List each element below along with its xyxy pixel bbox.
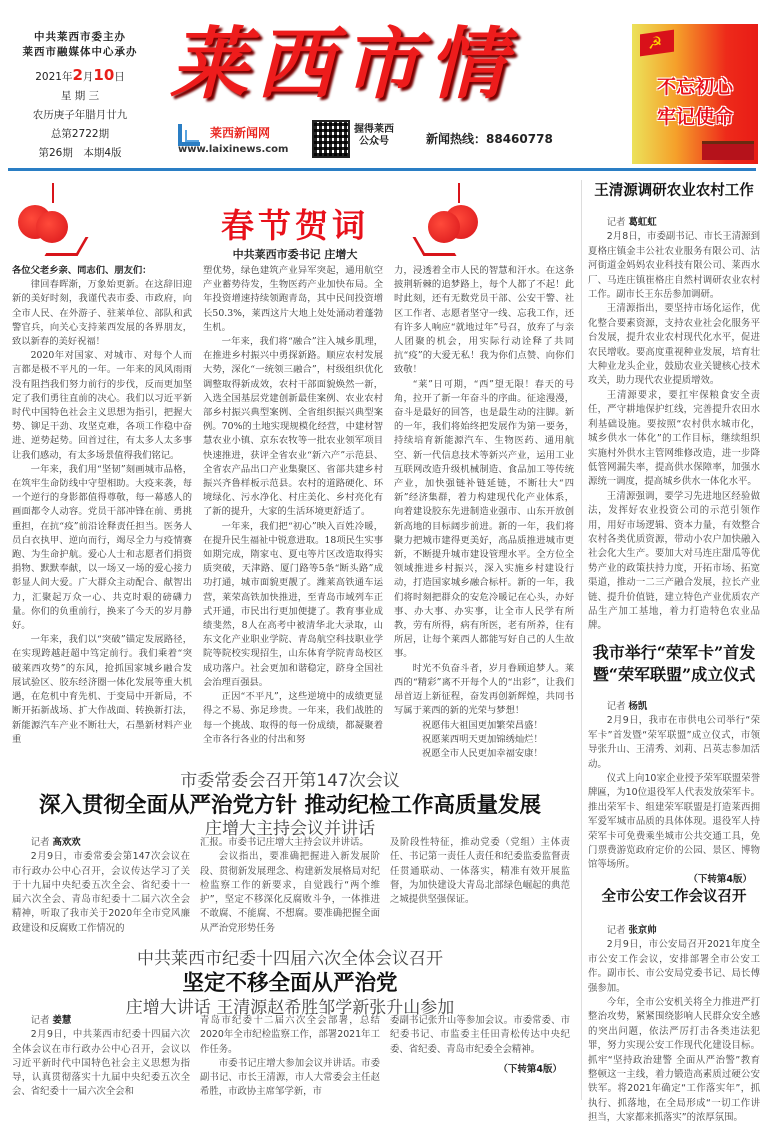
- article-title[interactable]: 全市公安工作会议召开: [601, 888, 747, 905]
- newspaper-title-logo: 莱西市情: [170, 19, 515, 110]
- paragraph: 一年来，我们用“坚韧”刻画城市品格，在筑牢生命防线中守望相助。大疫来袭，每一个逆行的身影都值得尊敬，每一幕感人的画面都令人动容。党员干部冲锋在前、勇挑重担，在抗“疫”前沿诠释责任担当。医务人员白衣执甲、逆向而行，竭尽全力与疫情赛跑、为生命护航。爱心人士和志愿者们捐资捐物、默默奉献，以一场又一场的爱心接力彰显人间大爱。广大群众主动配合、献智出力，汇聚起万众一心、共克时艰的磅礴力量。你们的负重前行，换来了今天的岁月静好。: [12, 463, 192, 632]
- article-subhead: 庄增大主持会议并讲话: [205, 819, 375, 839]
- issue-date: 2021年2月10日: [35, 66, 125, 84]
- article-headline[interactable]: 坚定不移全面从严治党: [182, 971, 398, 996]
- article-title[interactable]: 王清源调研农业农村工作: [594, 182, 754, 199]
- paragraph: 时光不负奋斗者，岁月眷顾追梦人。莱西的“精彩”离不开每个人的“出彩”，让我们昂首迈上新征程，奋发再创新辉煌，共同书写属于莱西的新的光荣与梦想！: [394, 662, 574, 717]
- paragraph: 会议指出，要准确把握进入新发展阶段、贯彻新发展理念、构建新发展格局对纪检监察工作的新要求，自觉践行“两个维护”，坚定不移深化反腐败斗争，一体推进不敢腐、不能腐、不想腐。要准确把握全面从严治党形势任务: [200, 851, 380, 934]
- wish-line: 祝愿伟大祖国更加繁荣昌盛！: [421, 719, 543, 731]
- paragraph: 王清源强调，要学习先进地区经验做法，发挥好农业投资公司的示范引领作用，用好市场逻辑、资本力量，有效整合农村各类优质资源，带动小农户加快融入社会化大生产。要加大对马连庄甜瓜等优势产业的政策扶持力度，开拓市场、拓宽渠道，推动一二三产融合发展，拉长产业链、提升价值链，建立特色产业优质农产品生产加工基地，着力打造特色农业品牌。: [588, 490, 760, 632]
- committee-column-2: [200, 836, 380, 936]
- reporter-line: 记者 高欢欢: [30, 837, 81, 848]
- masthead-info: [20, 30, 140, 161]
- paragraph: 正因“不平凡”，这些逆境中的成绩更显得之不易、弥足珍贵。一年来，我们战胜的每一个挑战、取得的每一份成绩，都凝聚着全市各行各业的付出和努: [203, 691, 383, 745]
- publisher: 莱西市融媒体中心承办: [22, 46, 138, 58]
- continued-note[interactable]: （下转第4版）: [688, 873, 752, 885]
- column-divider: [581, 180, 582, 1100]
- reporter-line: 记者 杨凯: [606, 701, 648, 712]
- masthead-divider: [8, 168, 756, 171]
- paragraph: 一年来，我们将“融合”注入城乡肌理，在推进乡村振兴中勇探新路。顺应农村发展大势，深化“一统领三融合”，村级组织优化调整取得新成效，农村干部面貌焕然一新，入选全国基层党建创新最佳案例、农业农村部乡村振兴典型案例、全省组织振兴典型案例。70%的土地实现规模化经营，中建材智慧农业小镇、京东农牧等一批农业领军项目快速推进，获评全省农业“新六产”示范县、全省农产品出口产业集聚区、省部共建乡村振兴齐鲁样板示范县。农村的道路硬化、环境绿化、污水净化、村庄美化、乡村亮化有了新的提升，大家的生活环境更舒适了。: [203, 336, 383, 518]
- salutation: 各位父老乡亲、同志们、朋友们：: [12, 265, 152, 276]
- greeting-column-3: [394, 264, 574, 761]
- article-veteran-card: [588, 642, 760, 887]
- total-issue: 总第2722期: [50, 128, 110, 140]
- site-url[interactable]: www.laixinews.com: [178, 144, 289, 155]
- paragraph: 王清源指出，要坚持市场化运作，优化整合要素资源，支持农业社会化服务平台发展，提升农业农村现代化水平，促进农民增收。要高度重视种业发展，培育壮大种业龙头企业，鼓励农业关键核心技术攻关，助力现代农业提质增效。: [588, 303, 760, 387]
- paragraph: 2月9日，我市在市供电公司举行“荣军卡”首发暨“荣军联盟”成立仪式，市领导张升山、王清秀、刘莉、吕英志参加活动。: [588, 715, 760, 770]
- news-hotline: 新闻热线：88460778: [426, 132, 553, 146]
- lantern-icon-left: [12, 183, 82, 258]
- paragraph: 汇报。市委书记庄增大主持会议并讲话。: [200, 837, 369, 848]
- lantern-icon-right: [418, 183, 488, 258]
- lunar-date: 农历庚子年腊月廿九: [32, 109, 128, 121]
- paragraph: 2月8日，市委副书记、市长王清源到夏格庄镇金丰公社农业服务有限公司、沽河街道金妈妈农业科技有限公司、莱西水厂、马连庄镇崔格庄自然村调研农业农村工作。副市长王东岳参加调研。: [588, 231, 760, 301]
- party-flag-icon: [640, 30, 674, 57]
- paragraph: 委副书记张升山等参加会议。市委常委、市纪委书记、市监委主任田青松传达中央纪委、省纪委、青岛市纪委全会精神。: [390, 1015, 570, 1055]
- paragraph: 一年来，我们以“突破”锚定发展路径，在实现跨越赶超中笃定前行。我们乘着“突破莱西攻势”的东风，抢抓国家城乡融合发展试验区、胶东经济圈一体化发展等重大机遇，在危机中育先机、于变局中开新局，不断开拓新战场、扩大作战面、转换新打法，新能源汽车产业不断壮大，石墨新材料产业重: [12, 634, 192, 745]
- wish-line: 祝愿全市人民更加幸福安康！: [421, 747, 543, 759]
- qr-caption: 握得莱西 公众号: [354, 124, 394, 147]
- reporter-line: 记者 张京帅: [606, 925, 657, 936]
- slogan-banner: [632, 24, 758, 164]
- news-site[interactable]: [178, 122, 308, 158]
- greeting-column-1: [12, 264, 192, 747]
- article-kicker: 中共莱西市纪委十四届六次全体会议召开: [137, 949, 443, 969]
- paragraph: “莱”日可期，“西”望无限！春天的号角，拉开了新一年奋斗的序曲。征途漫漫，奋斗是最好的回答，也是最生动的注脚。新的一年，我们将始终把发展作为第一要务，持续培育新能源汽车、生物医药、通用航空、新一代信息技术等新兴产业，运用工业互联网改造升级机械制造、食品加工等传统产业，加快强链补链延链，不断壮大“四新”经济集群，着力构建现代化产业体系，向着建设胶东先进制造业强市、山东开放创新高地的目标阔步前进。新的一年，我们将聚力把城市建得更美好，高品质推进城市更新，不断提升城市建设管理水平。全方位全领域推进乡村振兴，深入实施乡村建设行动，打造国家城乡融合标杆。新的一年，我们将时刻把群众的安危冷暖记在心头，办好事、办大事、办实事，让全市人民学有所教，劳有所得，病有所医，老有所养，住有所居，让每个莱西人都能写好自己的人生故事。: [394, 378, 574, 660]
- qr-code-icon: [312, 120, 350, 158]
- paragraph: 力，浸透着全市人民的智慧和汗水。在这条披荆斩棘的追梦路上，每个人都了不起！此时此刻，还有无数党员干部、公安干警、社区工作者、志愿者坚守一线、忘我工作，还有许多人响应“就地过年”号召，放弃了与亲人团聚的机会，用实际行动诠释了共同抗“疫”的大爱无私！我为你们点赞、向你们致敬！: [394, 265, 574, 376]
- slogan-line-2: 牢记使命: [656, 106, 733, 128]
- tiananmen-icon: [702, 141, 754, 160]
- paragraph: 2020年对国家、对城市、对每个人而言都是极不平凡的一年。一年来的风风雨雨没有阻挡我们努力前行的步伐，反而更加坚定了我们勇往直前的决心。我们以习近平新时代中国特色社会主义思想为指引，把握大势、铆足干劲、攻坚克难，各项工作稳中奋进、逆势起势。回首过往，有太多人太多事让我们感动，有太多场景值得我们铭记。: [12, 350, 192, 461]
- paragraph: 及阶段性特征，推动党委（党组）主体责任、书记第一责任人责任和纪委监委监督责任贯通联动、一体落实，精准有效开展监督，为加快建设大青岛北部绿色崛起的典范之城提供坚强保证。: [390, 837, 570, 906]
- article-public-security: [588, 886, 760, 1126]
- paragraph: 塑优势，绿色建筑产业异军突起，通用航空产业蓄势待发，生物医药产业加快布局。全年投资增速持续领跑青岛，其中民间投资增长50.3%，莱西这片大地上处处涌动着蓬勃生机。: [203, 265, 383, 333]
- greeting-column-2: [203, 264, 383, 747]
- paragraph: 仪式上向10家企业授予荣军联盟荣誉牌匾，为10位退役军人代表发放荣军卡。推出荣军卡、组建荣军联盟是打造莱西拥军爱军城市品质的具体体现。退役军人持荣军卡可免费乘坐城市公共交通工具，免门票费游览政府定价的公园、景区、博物馆等场所。: [588, 773, 760, 871]
- greeting-title: 春节贺词: [221, 206, 369, 245]
- committee-column-1: [12, 836, 190, 936]
- issue-info: 第26期 本期4版: [38, 147, 122, 159]
- sponsor: 中共莱西市委主办: [34, 31, 126, 43]
- paragraph: 市委书记庄增大参加会议并讲话。市委副书记、市长王清源，市人大常委会主任赵希胜，市政协主席邹学新，市: [200, 1057, 380, 1098]
- site-logo-icon: [178, 124, 200, 146]
- reporter-line: 记者 姜慧: [30, 1015, 72, 1026]
- paragraph: 律回春晖渐，万象始更新。在这辞旧迎新的美好时刻，我谨代表市委、市政府，向全市人民、在外游子、驻莱单位、部队和武警官兵，向关心支持莱西发展的各界朋友，致以新春的美好祝福！: [12, 279, 192, 348]
- discipline-column-3: [390, 1014, 570, 1077]
- article-headline[interactable]: 深入贯彻全面从严治党方针 推动纪检工作高质量发展: [39, 793, 541, 818]
- article-subhead: 庄增大讲话 王清源赵希胜邹学新张升山参加: [125, 998, 455, 1018]
- article-title[interactable]: 我市举行“荣军卡”首发 暨“荣军联盟”成立仪式: [592, 643, 756, 684]
- committee-column-3: [390, 836, 570, 907]
- paragraph: 王清源要求，要扛牢保粮食安全责任，严守耕地保护红线，完善提升农田水利基础设施。要按照“农村供水城市化，城乡供水一体化”的工作目标，继续组织实施村外供水主管网维修改造，进一步降低管网漏失率，提高供水保障率，加强水源统一调度，提高城乡供水一体化水平。: [588, 389, 760, 488]
- greeting-byline: 中共莱西市委书记 庄增大: [232, 248, 358, 261]
- paragraph: 一年来，我们把“初心”映入百姓冷暖，在提升民生福祉中锐意进取。18项民生实事如期完成，隋家屯、夏屯等片区改造取得实质突破，天津路、厦门路等5条“断头路”成功打通，城市面貌更靓了。潍莱高铁通车运营，莱荣高铁加快推进，至青岛市域列车正式开通，市民出行更加便捷了。教育事业成绩斐然，8人在高考中被清华北大录取，山东文化产业职业学院、青岛航空科技职业学院等院校实现招生，山东体育学院青岛校区成功落户。社会更加和谐稳定，跻身全国社会治理百强县。: [203, 520, 383, 688]
- paragraph: 2月9日，市委常委会第147次会议在市行政办公中心召开，会议传达学习了关于十九届中央纪委五次全会、省纪委十一届六次全会、青岛市纪委十二届六次全会精神，听取了我市关于2020年全市党风廉政建设和反腐败工作情况的: [12, 851, 190, 934]
- paragraph: 2月9日，市公安局召开2021年度全市公安工作会议，安排部署全市公安工作。副市长、市公安局党委书记、局长傅强参加。: [588, 939, 760, 994]
- article-kicker: 市委常委会召开第147次会议: [180, 771, 400, 791]
- slogan-line-1: 不忘初心: [656, 76, 733, 98]
- discipline-column-1: [12, 1014, 190, 1100]
- paragraph: 今年，全市公安机关将全力推进严打整治攻势，紧紧围绕影响人民群众安全感的突出问题，依法严厉打击各类违法犯罪，努力实现公安工作现代化建设目标。抓牢“坚持政治建警 全面从严治警”教育整顿这一主线，着力锻造高素质过硬公安铁军。将2021年确定“工作落实年”，抓执行、抓落地，在全局形成“一切工作讲担当，大家都来抓落实”的浓厚氛围。: [588, 997, 760, 1124]
- article-agriculture: [588, 180, 760, 634]
- continued-note[interactable]: （下转第4版）: [498, 1063, 562, 1075]
- discipline-column-2: [200, 1014, 380, 1100]
- weekday: 星 期 三: [60, 90, 100, 102]
- site-name: 莱西新闻网: [210, 126, 271, 140]
- paragraph: 2月9日，中共莱西市纪委十四届六次全体会议在市行政办公中心召开，会议以习近平新时代中国特色社会主义思想为指导，认真贯彻落实十九届中央纪委五次全会、省纪委十一届六次全会和: [12, 1029, 190, 1098]
- wish-line: 祝愿莱西明天更加锦绣灿烂！: [421, 733, 543, 745]
- reporter-line: 记者 葛虹虹: [606, 217, 657, 228]
- paragraph: 青岛市纪委十二届六次全会部署，总结2020年全市纪检监察工作，部署2021年工作任务。: [200, 1015, 380, 1055]
